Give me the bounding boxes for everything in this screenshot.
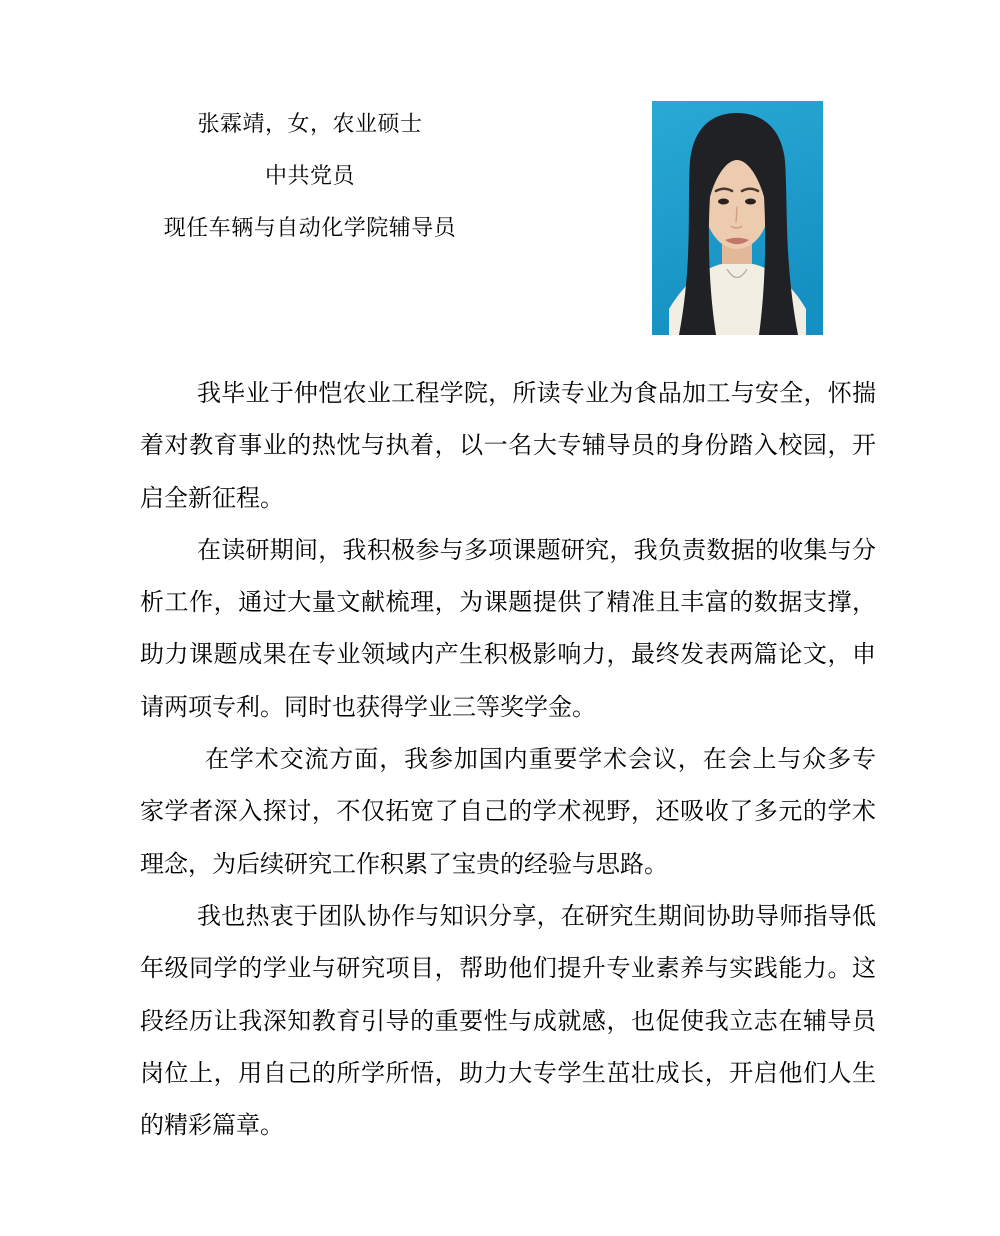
paragraph-4-line-4: 岗位上，用自己的所学所悟，助力大专学生茁壮成长，开启他们人生: [140, 1059, 876, 1087]
paragraph-3-line-3: 理念，为后续研究工作积累了宝贵的经验与思路。: [140, 850, 668, 878]
paragraph-3-line-2: 家学者深入探讨，不仅拓宽了自己的学术视野，还吸收了多元的学术: [140, 798, 876, 826]
paragraph-2-line-4: 请两项专利。同时也获得学业三等奖学金。: [140, 693, 596, 721]
right-eye: [745, 199, 756, 205]
portrait-photo-illustration: [652, 101, 823, 335]
profile-name-line: 张霖靖，女，农业硕士: [197, 111, 423, 136]
paragraph-4-line-2: 年级同学的学业与研究项目，帮助他们提升专业素养与实践能力。这: [140, 955, 876, 983]
paragraph-3-line-1: 在学术交流方面，我参加国内重要学术会议，在会上与众多专: [205, 746, 876, 774]
profile-party-line: 中共党员: [264, 163, 355, 188]
paragraph-2-line-1: 在读研期间，我积极参与多项课题研究，我负责数据的收集与分: [197, 536, 876, 564]
left-eye: [718, 199, 729, 205]
nose-line: [736, 207, 737, 222]
paragraph-4-line-3: 段经历让我深知教育引导的重要性与成就感，也促使我立志在辅导员: [140, 1007, 876, 1035]
paragraph-4-line-5: 的精彩篇章。: [140, 1112, 284, 1140]
paragraph-1-line-2: 着对教育事业的热忱与执着，以一名大专辅导员的身份踏入校园，开: [140, 432, 876, 460]
biography-text: [140, 368, 876, 1152]
paragraph-2-line-2: 析工作，通过大量文献梳理，为课题提供了精准且丰富的数据支撑，: [140, 589, 876, 617]
profile-block: [140, 98, 480, 254]
id-photo: [652, 101, 823, 335]
paragraph-1-line-3: 启全新征程。: [140, 484, 284, 512]
paragraph-2-line-3: 助力课题成果在专业领域内产生积极影响力，最终发表两篇论文，申: [140, 641, 876, 669]
profile-position-line: 现任车辆与自动化学院辅导员: [163, 215, 457, 240]
paragraph-1-line-1: 我毕业于仲恺农业工程学院，所读专业为食品加工与安全，怀揣: [197, 380, 876, 407]
paragraph-4-line-1: 我也热衷于团队协作与知识分享，在研究生期间协助导师指导低: [197, 902, 876, 930]
